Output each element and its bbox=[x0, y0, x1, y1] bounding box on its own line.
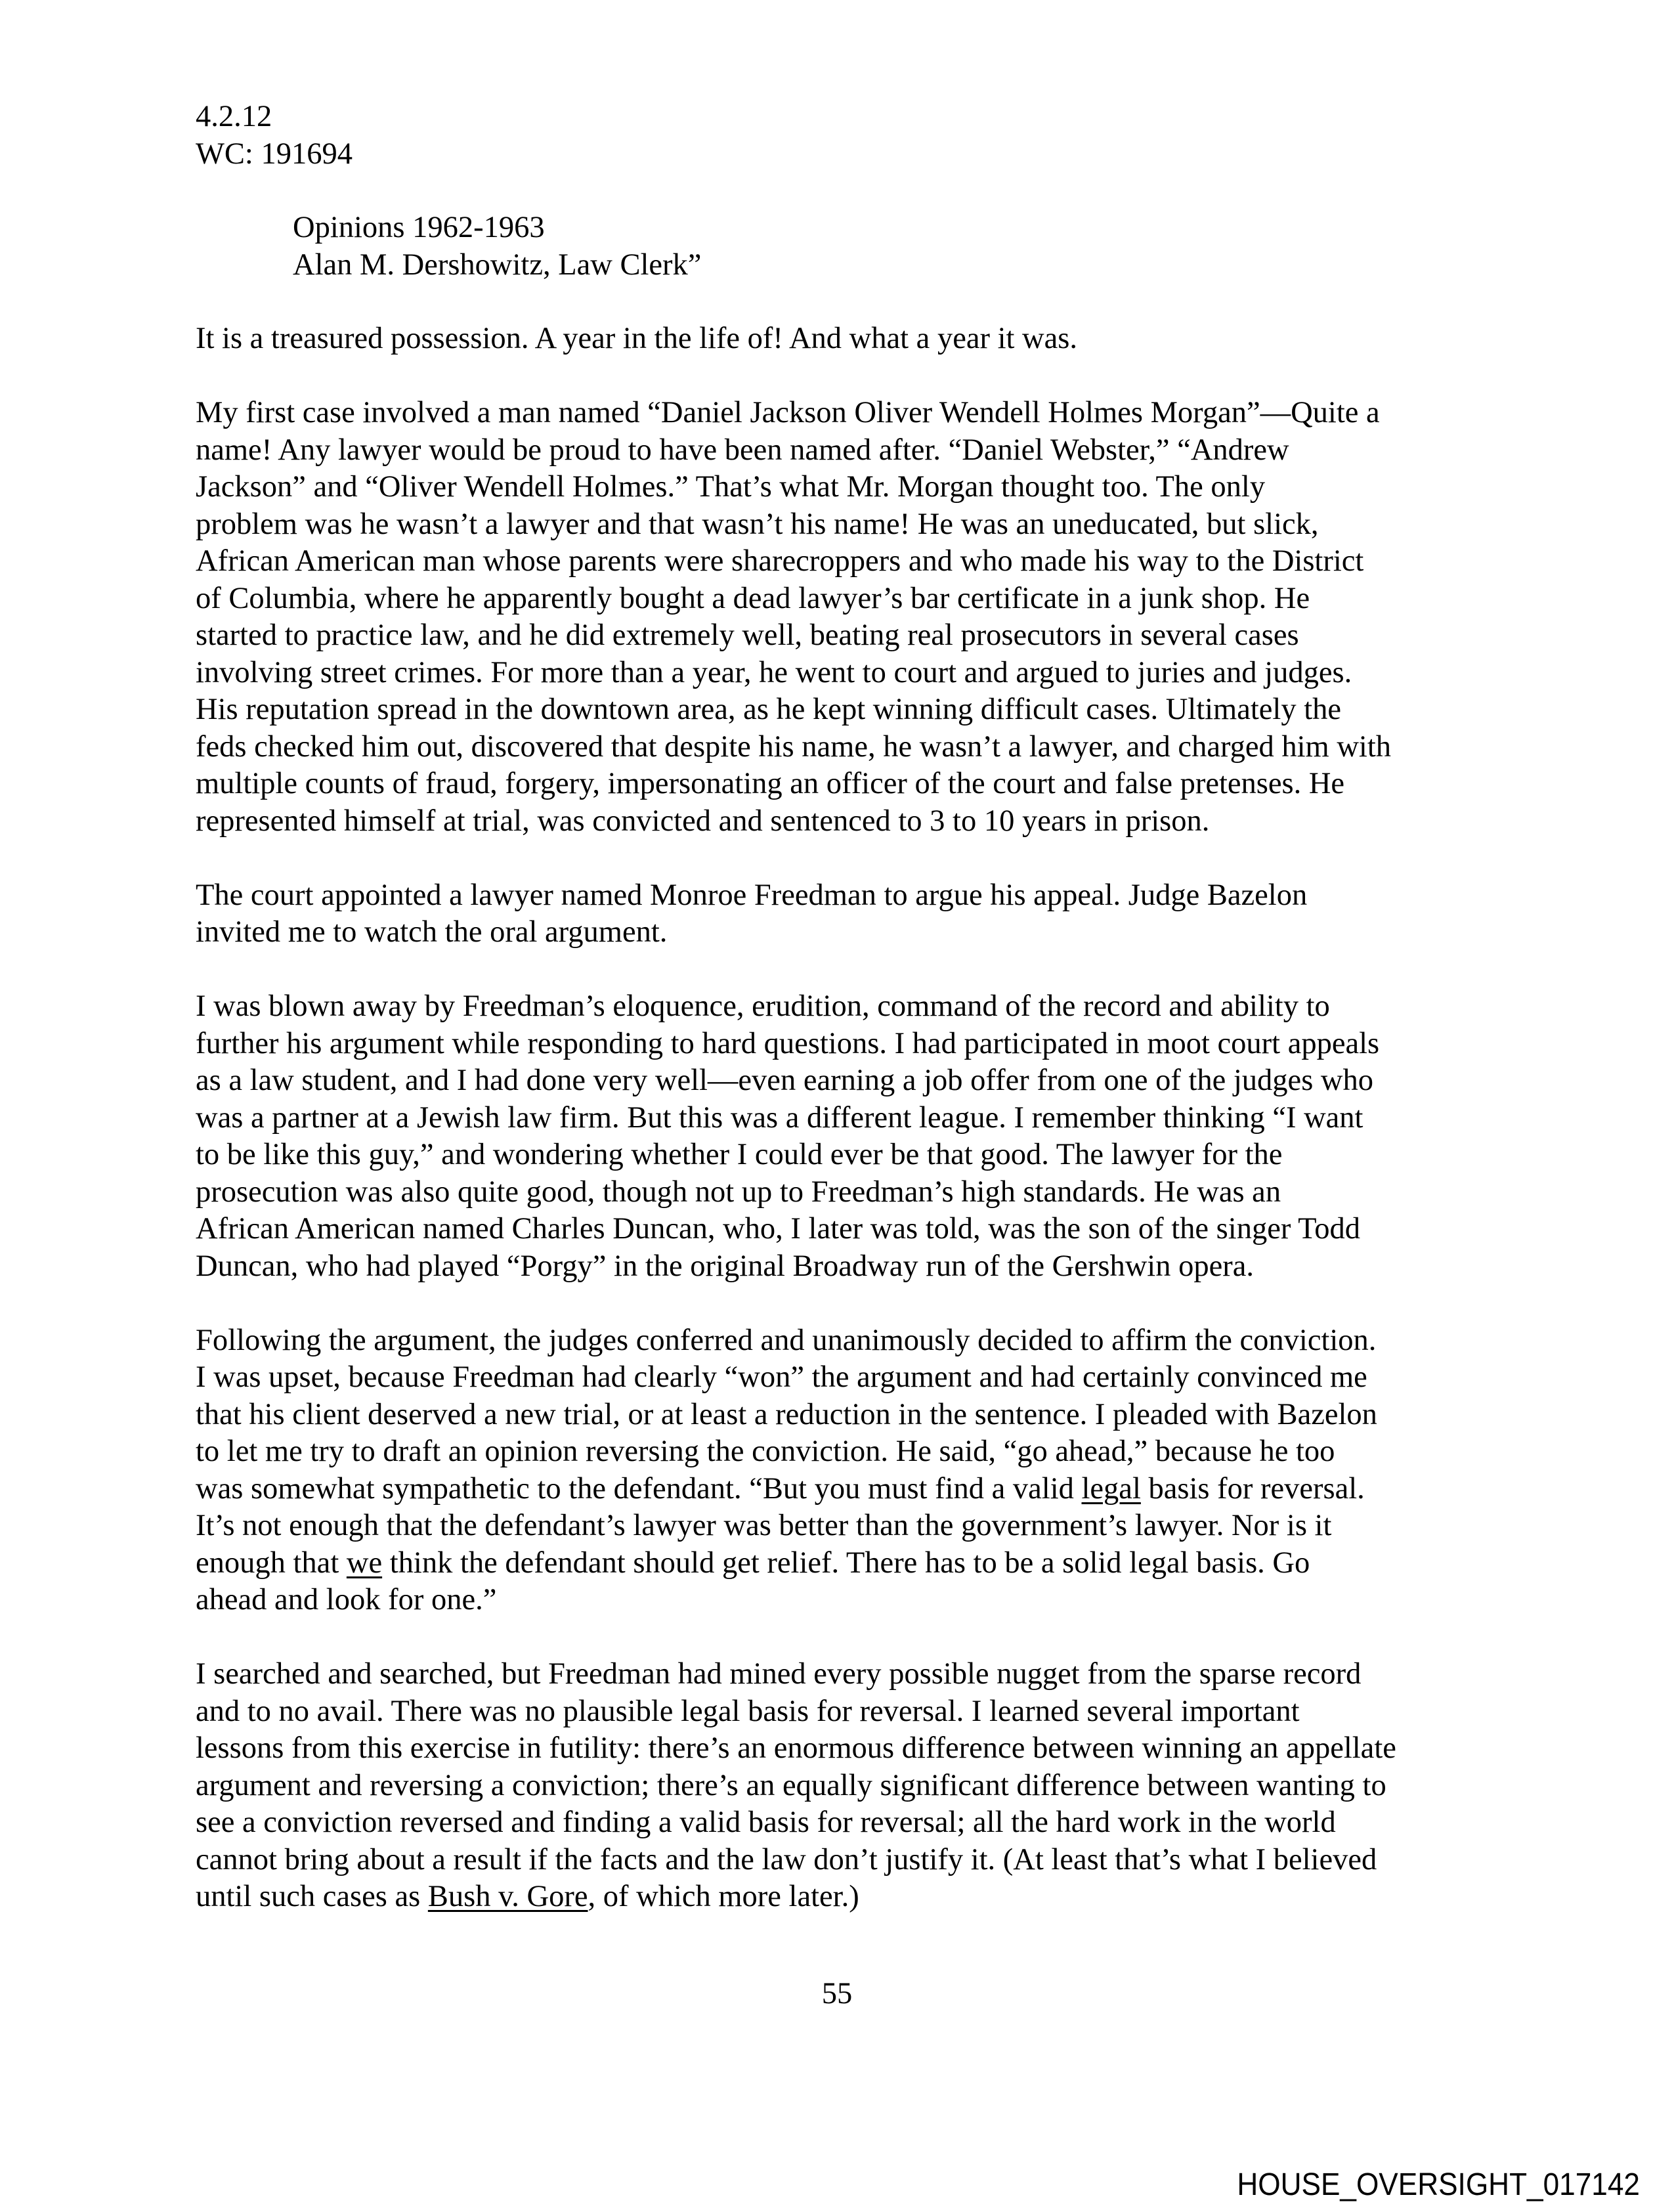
text-line: My first case involved a man named “Daniel Jackson Oliver Wendell Holmes Morgan”—Quite a bbox=[196, 396, 1380, 429]
inscription-quote bbox=[196, 209, 1509, 284]
text-line: of Columbia, where he apparently bought a dead lawyer’s bar certificate in a junk shop. He bbox=[196, 581, 1310, 615]
text-line bbox=[196, 1471, 1509, 1508]
paragraph-6 bbox=[196, 1656, 1509, 1916]
text-line: see a conviction reversed and finding a valid basis for reversal; all the hard work in the world bbox=[196, 1806, 1336, 1839]
text-line: to be like this guy,” and wondering whether I could ever be that good. The lawyer for the bbox=[196, 1138, 1283, 1171]
text-line: involving street crimes. For more than a year, he went to court and argued to juries and judges. bbox=[196, 655, 1352, 689]
text-segment: basis for reversal. bbox=[1140, 1471, 1365, 1506]
bates-stamp: HOUSE_OVERSIGHT_017142 bbox=[1237, 2167, 1640, 2202]
inscription-line-2: Alan M. Dershowitz, Law Clerk” bbox=[293, 248, 702, 282]
text-line: to let me try to draft an opinion reversing the conviction. He said, “go ahead,” because he too bbox=[196, 1435, 1335, 1468]
underlined-emphasis-we: we bbox=[346, 1546, 383, 1580]
text-line: Duncan, who had played “Porgy” in the original Broadway run of the Gershwin opera. bbox=[196, 1249, 1254, 1283]
text-line: I was blown away by Freedman’s eloquence, erudition, command of the record and ability to bbox=[196, 989, 1330, 1023]
text-line: multiple counts of fraud, forgery, impersonating an officer of the court and false pretenses. He bbox=[196, 767, 1345, 800]
text-segment: , of which more later.) bbox=[588, 1880, 859, 1913]
text-line: further his argument while responding to hard questions. I had participated in moot court appeals bbox=[196, 1026, 1380, 1060]
text-line: I searched and searched, but Freedman had mined every possible nugget from the sparse record bbox=[196, 1657, 1362, 1691]
text-line: invited me to watch the oral argument. bbox=[196, 915, 668, 949]
page-number: 55 bbox=[821, 1977, 853, 2010]
text-segment: enough that bbox=[196, 1546, 347, 1580]
text-line: and to no avail. There was no plausible legal basis for reversal. I learned several important bbox=[196, 1694, 1300, 1728]
text-segment: until such cases as bbox=[196, 1880, 428, 1913]
text-line: The court appointed a lawyer named Monroe Freedman to argue his appeal. Judge Bazelon bbox=[196, 878, 1308, 912]
text-line: I was upset, because Freedman had clearly “won” the argument and had certainly convinced me bbox=[196, 1360, 1367, 1394]
text-line: feds checked him out, discovered that despite his name, he wasn’t a lawyer, and charged him with bbox=[196, 729, 1391, 764]
document-page bbox=[196, 98, 1509, 1953]
paragraph-2 bbox=[196, 395, 1509, 840]
inscription-line-1: Opinions 1962-1963 bbox=[293, 211, 545, 244]
date-line: 4.2.12 bbox=[196, 100, 272, 133]
paragraph-4 bbox=[196, 988, 1509, 1285]
text-segment: was somewhat sympathetic to the defendant. “But you must find a valid bbox=[196, 1471, 1082, 1506]
text-line: African American man whose parents were sharecroppers and who made his way to the District bbox=[196, 544, 1364, 578]
paragraph-5 bbox=[196, 1322, 1509, 1619]
text-line: name! Any lawyer would be proud to have been named after. “Daniel Webster,” “Andrew bbox=[196, 433, 1289, 467]
word-count-line: WC: 191694 bbox=[196, 137, 353, 171]
paragraph-1 bbox=[196, 320, 1509, 358]
text-line: represented himself at trial, was convicted and sentenced to 3 to 10 years in prison. bbox=[196, 804, 1210, 838]
text-line: Jackson” and “Oliver Wendell Holmes.” That’s what Mr. Morgan thought too. The only bbox=[196, 470, 1266, 504]
text-line: His reputation spread in the downtown area, as he kept winning difficult cases. Ultimately the bbox=[196, 693, 1342, 726]
text-line bbox=[196, 1878, 1509, 1916]
underlined-emphasis-legal: legal bbox=[1081, 1471, 1141, 1506]
text-line: was a partner at a Jewish law firm. But this was a different league. I remember thinking “I want bbox=[196, 1100, 1363, 1135]
text-line: Following the argument, the judges conferred and unanimously decided to affirm the conviction. bbox=[196, 1323, 1377, 1357]
text-line: prosecution was also quite good, though not up to Freedman’s high standards. He was an bbox=[196, 1175, 1281, 1209]
case-citation-bush-v-gore: Bush v. Gore bbox=[427, 1880, 588, 1913]
text-line: argument and reversing a conviction; there’s an equally significant difference between wanting to bbox=[196, 1768, 1386, 1802]
text-line: started to practice law, and he did extremely well, beating real prosecutors in several cases bbox=[196, 618, 1299, 652]
text-line: that his client deserved a new trial, or at least a reduction in the sentence. I pleaded with Bazelon bbox=[196, 1397, 1377, 1431]
text-line: as a law student, and I had done very well—even earning a job offer from one of the judges who bbox=[196, 1064, 1373, 1097]
paragraph-3 bbox=[196, 877, 1509, 951]
text-line: lessons from this exercise in futility: there’s an enormous difference between winning an appellate bbox=[196, 1731, 1396, 1765]
text-line: problem was he wasn’t a lawyer and that wasn’t his name! He was an uneducated, but slick, bbox=[196, 507, 1319, 541]
text-line: It’s not enough that the defendant’s lawyer was better than the government’s lawyer. Nor is it bbox=[196, 1509, 1332, 1542]
text-line: ahead and look for one.” bbox=[196, 1583, 497, 1616]
text-line: cannot bring about a result if the facts and the law don’t justify it. (At least that’s what I believed bbox=[196, 1842, 1377, 1876]
text-line: African American named Charles Duncan, who, I later was told, was the son of the singer Todd bbox=[196, 1212, 1361, 1246]
text-line bbox=[196, 1545, 1509, 1582]
document-header bbox=[196, 98, 1509, 173]
text-line: It is a treasured possession. A year in the life of! And what a year it was. bbox=[196, 322, 1077, 355]
text-segment: think the defendant should get relief. There has to be a solid legal basis. Go bbox=[382, 1546, 1310, 1580]
